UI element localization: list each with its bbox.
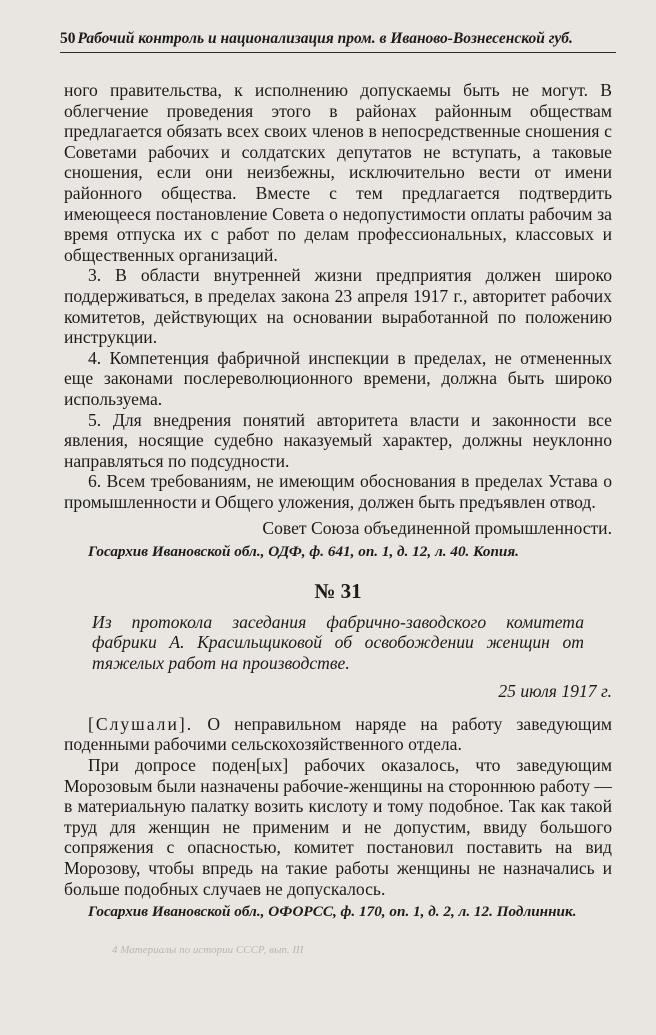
decision-paragraph: При допросе поден[ых] рабочих оказалось, что заведующим Морозовым были назначены рабочие-женщины на стороннюю работу — в материальную палатку возить кислоту и тому подобное. Так как такой труд для женщин не применим и не допустим, ввиду большого сопряжения с опасностью, комитет постановил поставить на вид Морозову, чтобы впредь на такие работы женщины не назначались и больше подобных случаев не допускалось.: [64, 754, 612, 899]
running-title: Рабочий контроль и национализация пром. в Иваново-Вознесенской губ.: [77, 30, 573, 47]
signature: Совет Союза объединенной промышленности.: [262, 518, 612, 539]
paragraph-6: 6. Всем требованиям, не имеющим обоснования в пределах Устава о промышленности и Общего уложения, должен быть предъявлен отвод.: [64, 471, 612, 512]
document-date: 25 июля 1917 г.: [498, 681, 612, 702]
page-number: 50: [60, 30, 76, 47]
bleed-through-footer: 4 Материалы по истории СССР, вып. III: [112, 944, 304, 956]
heard-text: О неправильном наряде на работу заведующим поденными рабочими сельскохозяйственного отдела.: [64, 713, 612, 755]
heard-label: [Слушали].: [88, 713, 194, 734]
paragraph-3: 3. В области внутренней жизни предприятия должен широко поддерживаться, в пределах закона 23 апреля 1917 г., авторитет рабочих комитетов, действующих на основании выработанной по положению инструкции.: [64, 265, 612, 348]
paragraph-continued: ного правительства, к исполнению допускаемы быть не могут. В облегчение проведения этого в районах районным обществам предлагается обязать всех своих членов в непосредственные сношения с Советами рабочих и солдатских депутатов не вступать, а таковые сношения, если они неизбежны, исключительно вести от имени районного общества. Вместе с тем предлагается подтвердить имеющееся постановление Совета о недопустимости оплаты рабочим за время отпуска их с работ по делам профессиональных, классовых и общественных организаций.: [64, 80, 612, 265]
archive-source-31: Госархив Ивановской обл., ОФОРСС, ф. 170, оп. 1, д. 2, л. 12. Подлинник.: [88, 903, 577, 921]
paragraph-5: 5. Для внедрения понятий авторитета власти и законности все явления, носящие судебно наказуемый характер, должны неуклонно направляться по подсудности.: [64, 409, 612, 471]
archive-source-30: Госархив Ивановской обл., ОДФ, ф. 641, оп. 1, д. 12, л. 40. Копия.: [88, 543, 519, 561]
running-header: [60, 30, 616, 53]
paragraph-4: 4. Компетенция фабричной инспекции в пределах, не отмененных еще законами послереволюционного времени, должна быть широко используема.: [64, 347, 612, 409]
page-body: [64, 80, 612, 921]
document-number: № 31: [314, 579, 362, 604]
heard-paragraph: [64, 714, 612, 755]
document-title: Из протокола заседания фабрично-заводского комитета фабрики А. Красильщиковой об освобождении женщин от тяжелых работ на производстве.: [92, 611, 584, 673]
